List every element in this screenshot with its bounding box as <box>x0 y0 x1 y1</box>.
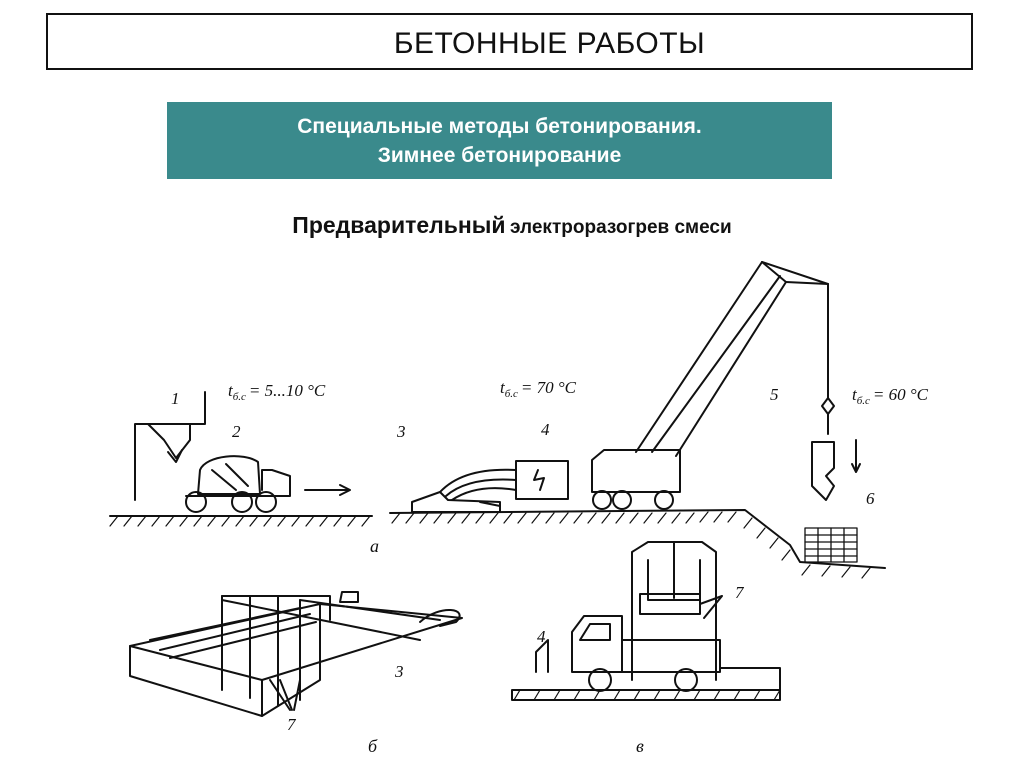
mixer-truck <box>186 456 350 512</box>
panel-a-label: а <box>370 536 379 556</box>
label-1: 1 <box>171 389 180 408</box>
subheading-bold: Предварительный <box>292 212 506 238</box>
truck-with-chamber <box>512 542 780 700</box>
label-5: 5 <box>770 385 779 404</box>
panel-c-label: в <box>636 736 644 756</box>
ground-left <box>110 516 372 526</box>
label-4: 4 <box>541 420 550 439</box>
label-7c: 7 <box>735 583 744 602</box>
block-stack <box>805 528 857 562</box>
label-4c: 4 <box>537 627 546 646</box>
section-title-line2: Зимнее бетонирование <box>377 144 622 167</box>
label-7a: 7 <box>287 715 296 734</box>
hopper <box>135 392 205 500</box>
label-6: 6 <box>866 489 875 508</box>
label-3: 3 <box>397 422 406 441</box>
panel-b-label: б <box>368 736 378 756</box>
formwork-panel <box>130 592 462 716</box>
temperature-2: $t_{б.с} = 70$ °C <box>500 378 577 400</box>
temperature-1: $t_{б.с} = 5...10$ °C <box>228 381 326 403</box>
ground-right <box>390 510 885 578</box>
label-2: 2 <box>232 422 241 441</box>
page-title: БЕТОННЫЕ РАБОТЫ <box>393 27 706 60</box>
subheading-rest: электроразогрев смеси <box>510 217 732 238</box>
label-3b: 3 <box>395 662 404 681</box>
section-title-line1: Специальные методы бетонирования. <box>297 115 702 138</box>
crane <box>592 262 860 509</box>
temperature-3: $t_{б.с} = 60$ °C <box>852 385 929 407</box>
feeder-and-heater <box>412 461 568 512</box>
